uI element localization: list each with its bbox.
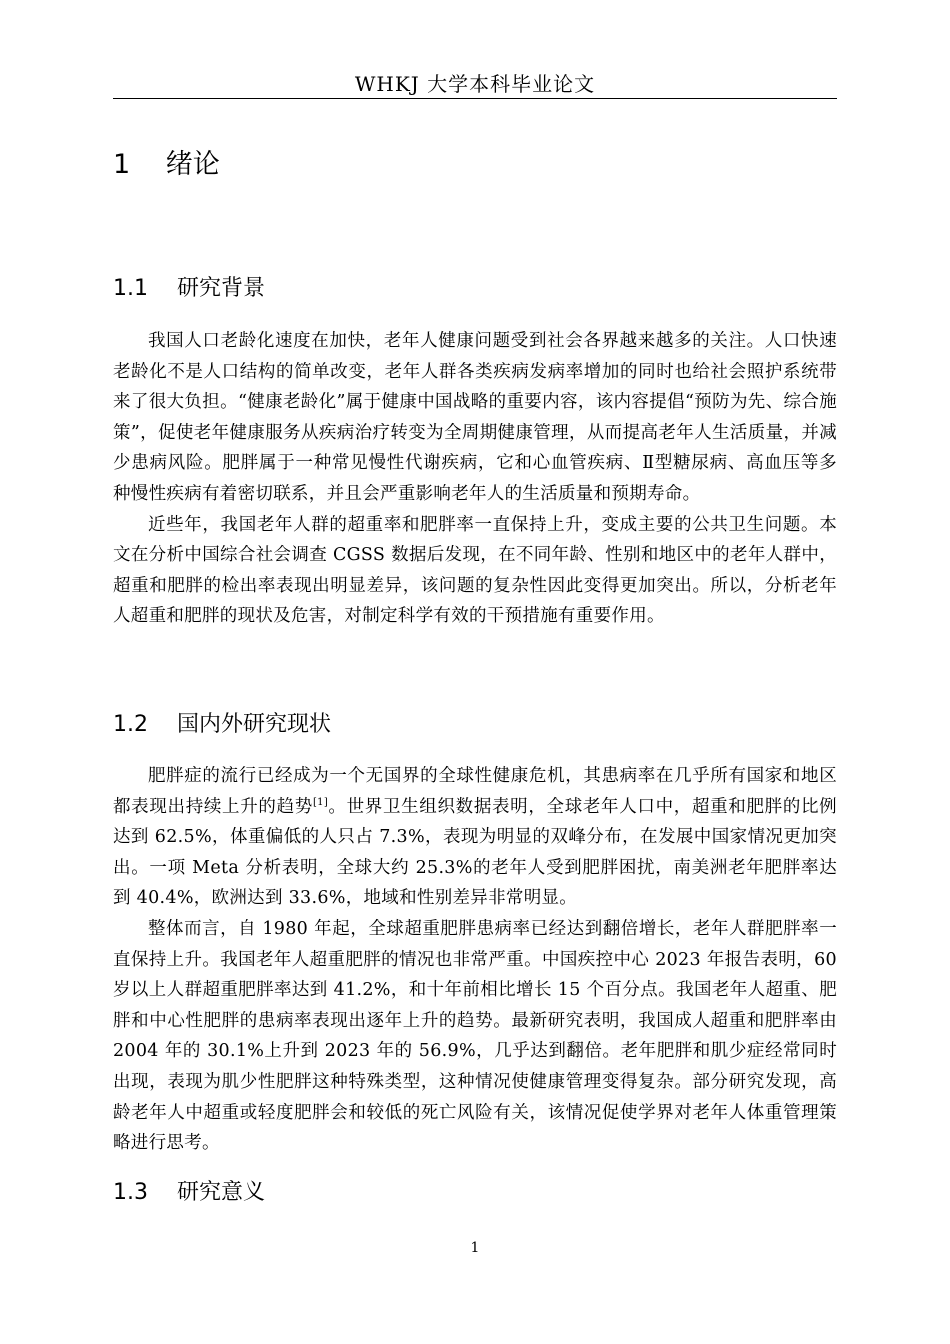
section-1-1-body bbox=[113, 326, 837, 632]
page-number: 1 bbox=[470, 1240, 480, 1256]
chapter-title: 1 绪论 bbox=[113, 149, 220, 180]
paragraph: 近些年，我国老年人群的超重率和肥胖率一直保持上升，变成主要的公共卫生问题。本文在分析中国综合社会调查 CGSS 数据后发现，在不同年龄、性别和地区中的老年人群中，超重和肥胖的检出率表现出明显差异，该问题的复杂性因此变得更加突出。所以，分析老年人超重和肥胖的现状及危害，对制定科学有效的干预措施有重要作用。 bbox=[113, 514, 837, 627]
citation-marker[interactable]: [1] bbox=[312, 796, 329, 808]
paragraph-text: 肥胖症的流行已经成为一个无国界的全球性健康危机，其患病率在几乎所有国家和地区都表现出持续上升的趋势 bbox=[113, 766, 837, 817]
section-title-1-3: 1.3 研究意义 bbox=[113, 1180, 265, 1205]
paragraph-text: 。世界卫生组织数据表明，全球老年人口中，超重和肥胖的比例达到 62.5%，体重偏低的人只占 7.3%，表现为明显的双峰分布，在发展中国家情况更加突出。一项 Meta 分析表明，全球大约 25.3%的老年人受到肥胖困扰，南美洲老年肥胖率达到 40.4%，欧洲达到 33.6%，地域和性别差异非常明显。 bbox=[113, 796, 837, 909]
section-title-1-1: 1.1 研究背景 bbox=[113, 276, 265, 301]
paragraph: 我国人口老龄化速度在加快，老年人健康问题受到社会各界越来越多的关注。人口快速老龄化不是人口结构的简单改变，老年人群各类疾病发病率增加的同时也给社会照护系统带来了很大负担。“健康老龄化”属于健康中国战略的重要内容，该内容提倡“预防为先、综合施策”，促使老年健康服务从疾病治疗转变为全周期健康管理，从而提高老年人生活质量，并减少患病风险。肥胖属于一种常见慢性代谢疾病，它和心血管疾病、Ⅱ型糖尿病、高血压等多种慢性疾病有着密切联系，并且会严重影响老年人的生活质量和预期寿命。 bbox=[113, 331, 837, 504]
running-header: WHKJ 大学本科毕业论文 bbox=[354, 72, 596, 96]
header-rule bbox=[113, 98, 837, 99]
section-1-2-body bbox=[113, 761, 837, 1159]
paragraph: 整体而言，自 1980 年起，全球超重肥胖患病率已经达到翻倍增长，老年人群肥胖率一直保持上升。我国老年人超重肥胖的情况也非常严重。中国疾控中心 2023 年报告表明，60 岁以上人群超重肥胖率达到 41.2%，和十年前相比增长 15 个百分点。我国老年人超重、肥胖和中心性肥胖的患病率表现出逐年上升的趋势。最新研究表明，我国成人超重和肥胖率由 2004 年的 30.1%上升到 2023 年的 56.9%，几乎达到翻倍。老年肥胖和肌少症经常同时出现，表现为肌少性肥胖这种特殊类型，这种情况使健康管理变得复杂。部分研究发现，高龄老年人中超重或轻度肥胖会和较低的死亡风险有关，该情况促使学界对老年人体重管理策略进行思考。 bbox=[113, 918, 837, 1154]
paragraph bbox=[113, 761, 837, 914]
section-title-1-2: 1.2 国内外研究现状 bbox=[113, 712, 331, 737]
